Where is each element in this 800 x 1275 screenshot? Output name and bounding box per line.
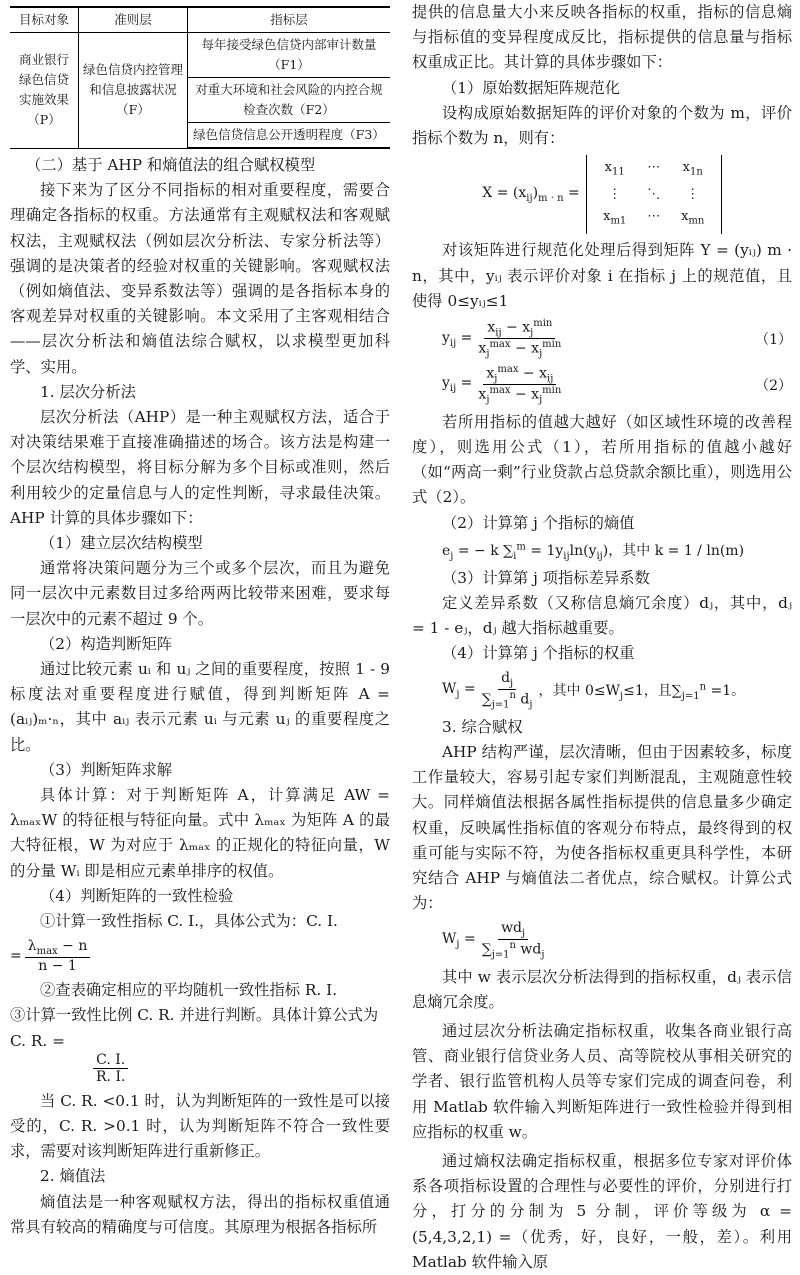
paragraph: 设构成原始数据矩阵的评价对象的个数为 m，评价指标个数为 n，则有： xyxy=(412,103,792,148)
subheading: （1）建立层次结构模型 xyxy=(40,534,203,553)
paragraph: 通过层次分析法确定指标权重，收集各商业银行高管、商业银行信贷业务人员、高等院校从事相关研究的学者、银行监管机构人员等专家们完成的调查问卷，利用 Matlab 软件输入判断矩阵进行一致性检验并得到相应指标的权重 w。 xyxy=(412,1021,792,1141)
paragraph: ③计算一致性比例 C. R. 并进行判断。具体计算公式为 C. R. = xyxy=(10,1006,379,1050)
table-cell-indicator: 对重大环境和社会风险的内控合规检查次数（F2） xyxy=(188,78,391,123)
paragraph: ①计算一致性指标 C. I.，具体公式为：C. I. xyxy=(40,912,338,931)
formula-1: $y_{ij}$ = $\frac{x_{ij} - x_j^{min}}{x_j^{max} - x_j^{min}}$ （1） xyxy=(442,318,792,360)
paragraph: 接下来为了区分不同指标的相对重要程度，需要合理确定各指标的权重。方法通常有主观赋权法和客观赋权法，主观赋权法（例如层次分析法、专家分析法等）强调的是决策者的经验对权重的关键影响。客观赋权法（例如熵值法、变异系数法等）强调的是各指标本身的客观差异对权重的关键影响。本文采用了主客观相结合——层次分析法和熵值法综合赋权，以求模型更加科学、实用。 xyxy=(10,181,390,376)
paragraph: 通过熵权法确定指标权重，根据多位专家对评价体系各项指标设置的合理性与必要性的评价，分别进行打分，打分的分制为 5 分制，评价等级为 α = (5,4,3,2,1) =（优秀，好，良好，一般，差）。利用 Matlab 软件输入原 xyxy=(412,1152,792,1271)
subheading: （4）判断矩阵的一致性检验 xyxy=(40,886,234,905)
subheading: （2）构造判断矩阵 xyxy=(40,634,173,653)
paragraph: ②查表确定相应的平均随机一致性指标 R. I. xyxy=(40,981,338,1000)
paragraph: 具体计算：对于判断矩阵 A，计算满足 AW = λₘₐₓW 的特征根与特征向量。式中 λₘₐₓ 为矩阵 A 的最大特征根，W 为对应于 λₘₐₓ 的正规化的特征向量，W 的分量 Wᵢ 即是相应元素单排序的权值。 xyxy=(10,786,390,880)
formula-entropy: $e_j$ = − k $\sum_i^m = 1y_{ij}\ln(y_{ij})$，其中 k = 1 / ln(m) xyxy=(442,541,745,562)
formula-cr: $\frac{C. I.}{R. I.}$ xyxy=(90,1052,390,1085)
paragraph: 若所用指标的值越大越好（如区域性环境的改善程度），则选用公式（1），若所用指标的值越小越好（如“两高一剩”行业贷款占总贷款余额比重），则选用公式（2）。 xyxy=(412,412,792,507)
subheading: （3）判断矩阵求解 xyxy=(40,760,173,779)
paragraph: 熵值法是一种客观赋权方法，得出的指标权重值通常具有较高的精确度与可信度。其原理为根据各指标所 xyxy=(10,1192,390,1236)
formula-2: $y_{ij}$ = $\frac{x_j^{max} - x_{ij}}{x_j^{max} - x_j^{min}}$ （2） xyxy=(442,363,792,406)
heading: 1. 层次分析法 xyxy=(40,382,136,401)
subheading: （3）计算第 j 项指标差异系数 xyxy=(442,568,650,587)
paragraph: 层次分析法（AHP）是一种主观赋权方法，适合于对决策结果难于直接准确描述的场合。该方法是构建一个层次结构模型，将目标分解为多个目标或准则，然后利用较少的定量信息与人的定性判断，寻求最佳决策。AHP 计算的具体步骤如下： xyxy=(10,408,390,527)
paragraph: 对该矩阵进行规范化处理后得到矩阵 Y = (yᵢⱼ) m · n，其中，yᵢⱼ 表示评价对象 i 在指标 j 上的规范值，且使得 0≤yᵢⱼ≤1 xyxy=(412,241,792,310)
table-cell-target: 商业银行绿色信贷实施效果（P） xyxy=(10,33,79,149)
paragraph: 其中 w 表示层次分析法得到的指标权重，dⱼ 表示信息熵冗余度。 xyxy=(412,967,792,1011)
heading: 3. 综合赋权 xyxy=(442,717,523,736)
formula-weight: $W_j$ = $\frac{d_j}{\sum_{j=1}^n d_j}$ ，其中 $0\le W_j\le 1$，且$\sum_{j=1}^n =1$。 xyxy=(442,670,746,711)
indicator-table xyxy=(10,6,390,149)
table-header-criterion: 准则层 xyxy=(79,7,188,33)
table-cell-indicator: 绿色信贷信息公开透明程度（F3） xyxy=(188,123,391,149)
subheading: （1）原始数据矩阵规范化 xyxy=(442,78,620,97)
table-cell-criterion: 绿色信贷内控管理和信息披露状况（F） xyxy=(79,33,188,149)
section-title: （二）基于 AHP 和熵值法的组合赋权模型 xyxy=(26,156,316,174)
paragraph: 提供的信息量大小来反映各指标的权重，指标的信息熵与指标值的变异程度成反比，指标提供的信息量与指标权重成正比。其计算的具体步骤如下： xyxy=(412,3,792,72)
heading: 2. 熵值法 xyxy=(40,1167,106,1186)
paragraph: 通过比较元素 uᵢ 和 uⱼ 之间的重要程度，按照 1 - 9 标度法对重要程度进行赋值，得到判断矩阵 A = (aᵢⱼ)ₘ·ₙ，其中 aᵢⱼ 表示元素 uᵢ 与元素 uⱼ 的重要程度之比。 xyxy=(10,660,390,754)
paragraph: AHP 结构严谨，层次清晰，但由于因素较多，标度工作量较大，容易引起专家们判断混乱，主观随意性较大。同样熵值法根据各属性指标提供的信息量多少确定权重，反映属性指标值的客观分布特点，最终得到的权重可能与实际不符，为使各指标权重更具科学性，本研究结合 AHP 与熵值法二者优点，综合赋权。计算公式为： xyxy=(412,742,792,913)
subheading: （4）计算第 j 个指标的权重 xyxy=(442,644,635,663)
paragraph: 当 C. R. <0.1 时，认为判断矩阵的一致性是可以接受的，C. R. >0.1 时，认为判断矩阵不符合一致性要求，需要对该判断矩阵进行重新修正。 xyxy=(10,1091,390,1161)
table-header-indicator: 指标层 xyxy=(188,7,391,33)
formula-matrix: $X = (x_{ij})_{m \cdot n}$ = $x_{11}$ ⋯ $x_{1n}$ ⋮ ⋱ ⋮ $x_{m1}$ ⋯ $x_{mn}$ xyxy=(412,155,792,234)
table-header-target: 目标对象 xyxy=(10,7,79,33)
right-column xyxy=(412,0,792,1275)
left-column xyxy=(10,0,390,1240)
formula-combined: $W_j$ = $\frac{wd_j}{\sum_{j=1}^n wd_j}$ xyxy=(442,920,545,961)
subheading: （2）计算第 j 个指标的熵值 xyxy=(442,513,635,532)
paragraph: 定义差异系数（又称信息熵冗余度）dⱼ，其中，dⱼ = 1 - eⱼ，dⱼ 越大指标越重要。 xyxy=(412,593,792,638)
paragraph: 通常将决策问题分为三个或多个层次，而且为避免同一层次中元素数目过多给两两比较带来困难，要求每一层次中的元素不超过 9 个。 xyxy=(10,559,390,628)
formula-ci: = $\frac{\lambda_{max} - n}{n - 1}$ xyxy=(10,938,390,974)
table-cell-indicator: 每年接受绿色信贷内部审计数量（F1） xyxy=(188,33,391,78)
